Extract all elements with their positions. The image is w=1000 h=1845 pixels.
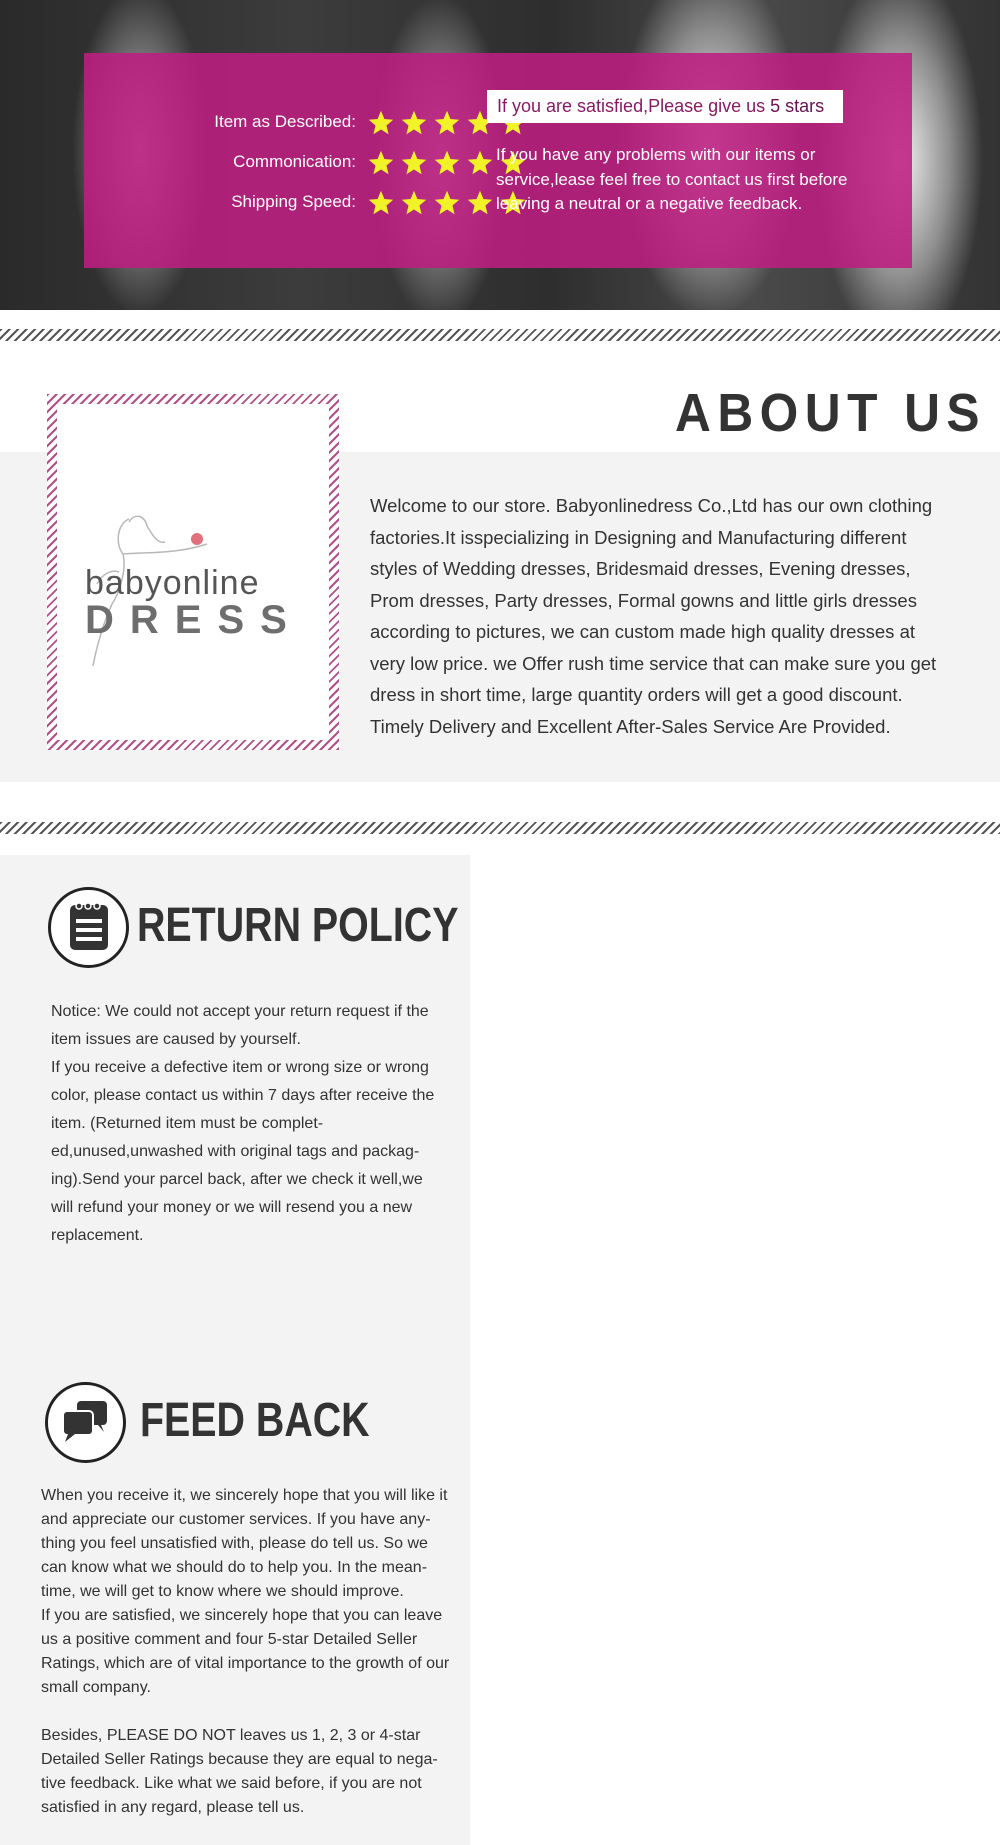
satisfaction-callout	[487, 90, 843, 123]
star-icon	[433, 149, 461, 177]
five-stars-label: 5 stars	[770, 96, 825, 116]
feedback-paragraph: If you are satisfied, we sincerely hope that you can leave us a positive comment and four 5-star Detailed Seller Ratings, which are of vital importance to the growth of our small company.	[41, 1607, 450, 1696]
rating-row-shipping-speed	[84, 189, 484, 219]
about-body: Welcome to our store. Babyonlinedress Co.,Ltd has our own clothing factories.It isspecializing in Designing and Manufacturing different styles of Wedding dresses, Bridesmaid dresses, Evening dresses, Prom dresses, Party dresses, Formal gowns and little girls dresses according to pictures, we can custom made high quality dresses at very low price. we Offer rush time service that can make sure you get dress in short time, large quantity orders will get a good discount. Timely Delivery and Excellent After-Sales Service Are Provided.	[370, 495, 937, 737]
rating-row-item-as-described	[84, 109, 484, 139]
return-policy-paragraph: If you receive a defective item or wrong size or wrong color, please contact us within 7 days after receive the item. (Returned item must be complet-ed,unused,unwashed with original tags and packag-ing).Send your parcel back, after we check it well,we will refund your money or we will resend you a new replacement.	[51, 1059, 435, 1244]
logo-frame	[47, 394, 339, 750]
star-icon	[367, 149, 395, 177]
star-icon	[400, 109, 428, 137]
star-rating	[367, 149, 517, 179]
brand-logo	[57, 404, 329, 740]
logo-wordmark-top: babyonline	[85, 564, 260, 602]
return-policy-body	[51, 998, 436, 1250]
clipboard-icon	[48, 887, 129, 968]
star-icon	[466, 149, 494, 177]
star-icon	[400, 189, 428, 217]
feedback-title: FEED BACK	[140, 1394, 370, 1447]
feedback-paragraph: When you receive it, we sincerely hope that you will like it and appreciate our customer services. If you have any-thing you feel unsatisfied with, please do tell us. So we can know what we should do to help you. In the mean-time, we will get to know where we should improve.	[41, 1487, 448, 1600]
star-icon	[367, 189, 395, 217]
feedback-body	[41, 1484, 451, 1820]
star-icon	[433, 189, 461, 217]
rating-row-communication	[84, 149, 484, 179]
logo-wordmark-bottom: DRESS	[85, 598, 303, 642]
hero-banner	[0, 0, 1000, 310]
rating-label: Shipping Speed:	[231, 192, 356, 211]
divider-hatch	[0, 329, 1000, 341]
star-icon	[367, 109, 395, 137]
star-icon	[466, 189, 494, 217]
chat-bubbles-icon	[45, 1382, 126, 1463]
return-policy-title: RETURN POLICY	[137, 899, 459, 952]
divider-hatch	[0, 822, 1000, 834]
star-icon	[433, 109, 461, 137]
contact-note: If you have any problems with our items or service,lease feel free to contact us first before leaving a neutral or a negative feedback.	[496, 145, 848, 213]
paragraph-spacer	[41, 1700, 451, 1724]
rating-label: Commonication:	[233, 152, 356, 171]
satisfaction-prefix: If you are satisfied,Please give us	[497, 96, 771, 116]
star-icon	[400, 149, 428, 177]
about-title: ABOUT US	[675, 383, 986, 443]
rating-panel	[84, 53, 912, 268]
feedback-paragraph: Besides, PLEASE DO NOT leaves us 1, 2, 3 or 4-star Detailed Seller Ratings because they are equal to nega-tive feedback. Like what we said before, if you are not satisfied in any regard, please tell us.	[41, 1727, 438, 1816]
satisfaction-text	[497, 96, 824, 117]
return-policy-paragraph: Notice: We could not accept your return request if the item issues are caused by yourself.	[51, 1003, 429, 1048]
star-rating	[367, 189, 517, 219]
rating-label: Item as Described:	[214, 112, 356, 131]
